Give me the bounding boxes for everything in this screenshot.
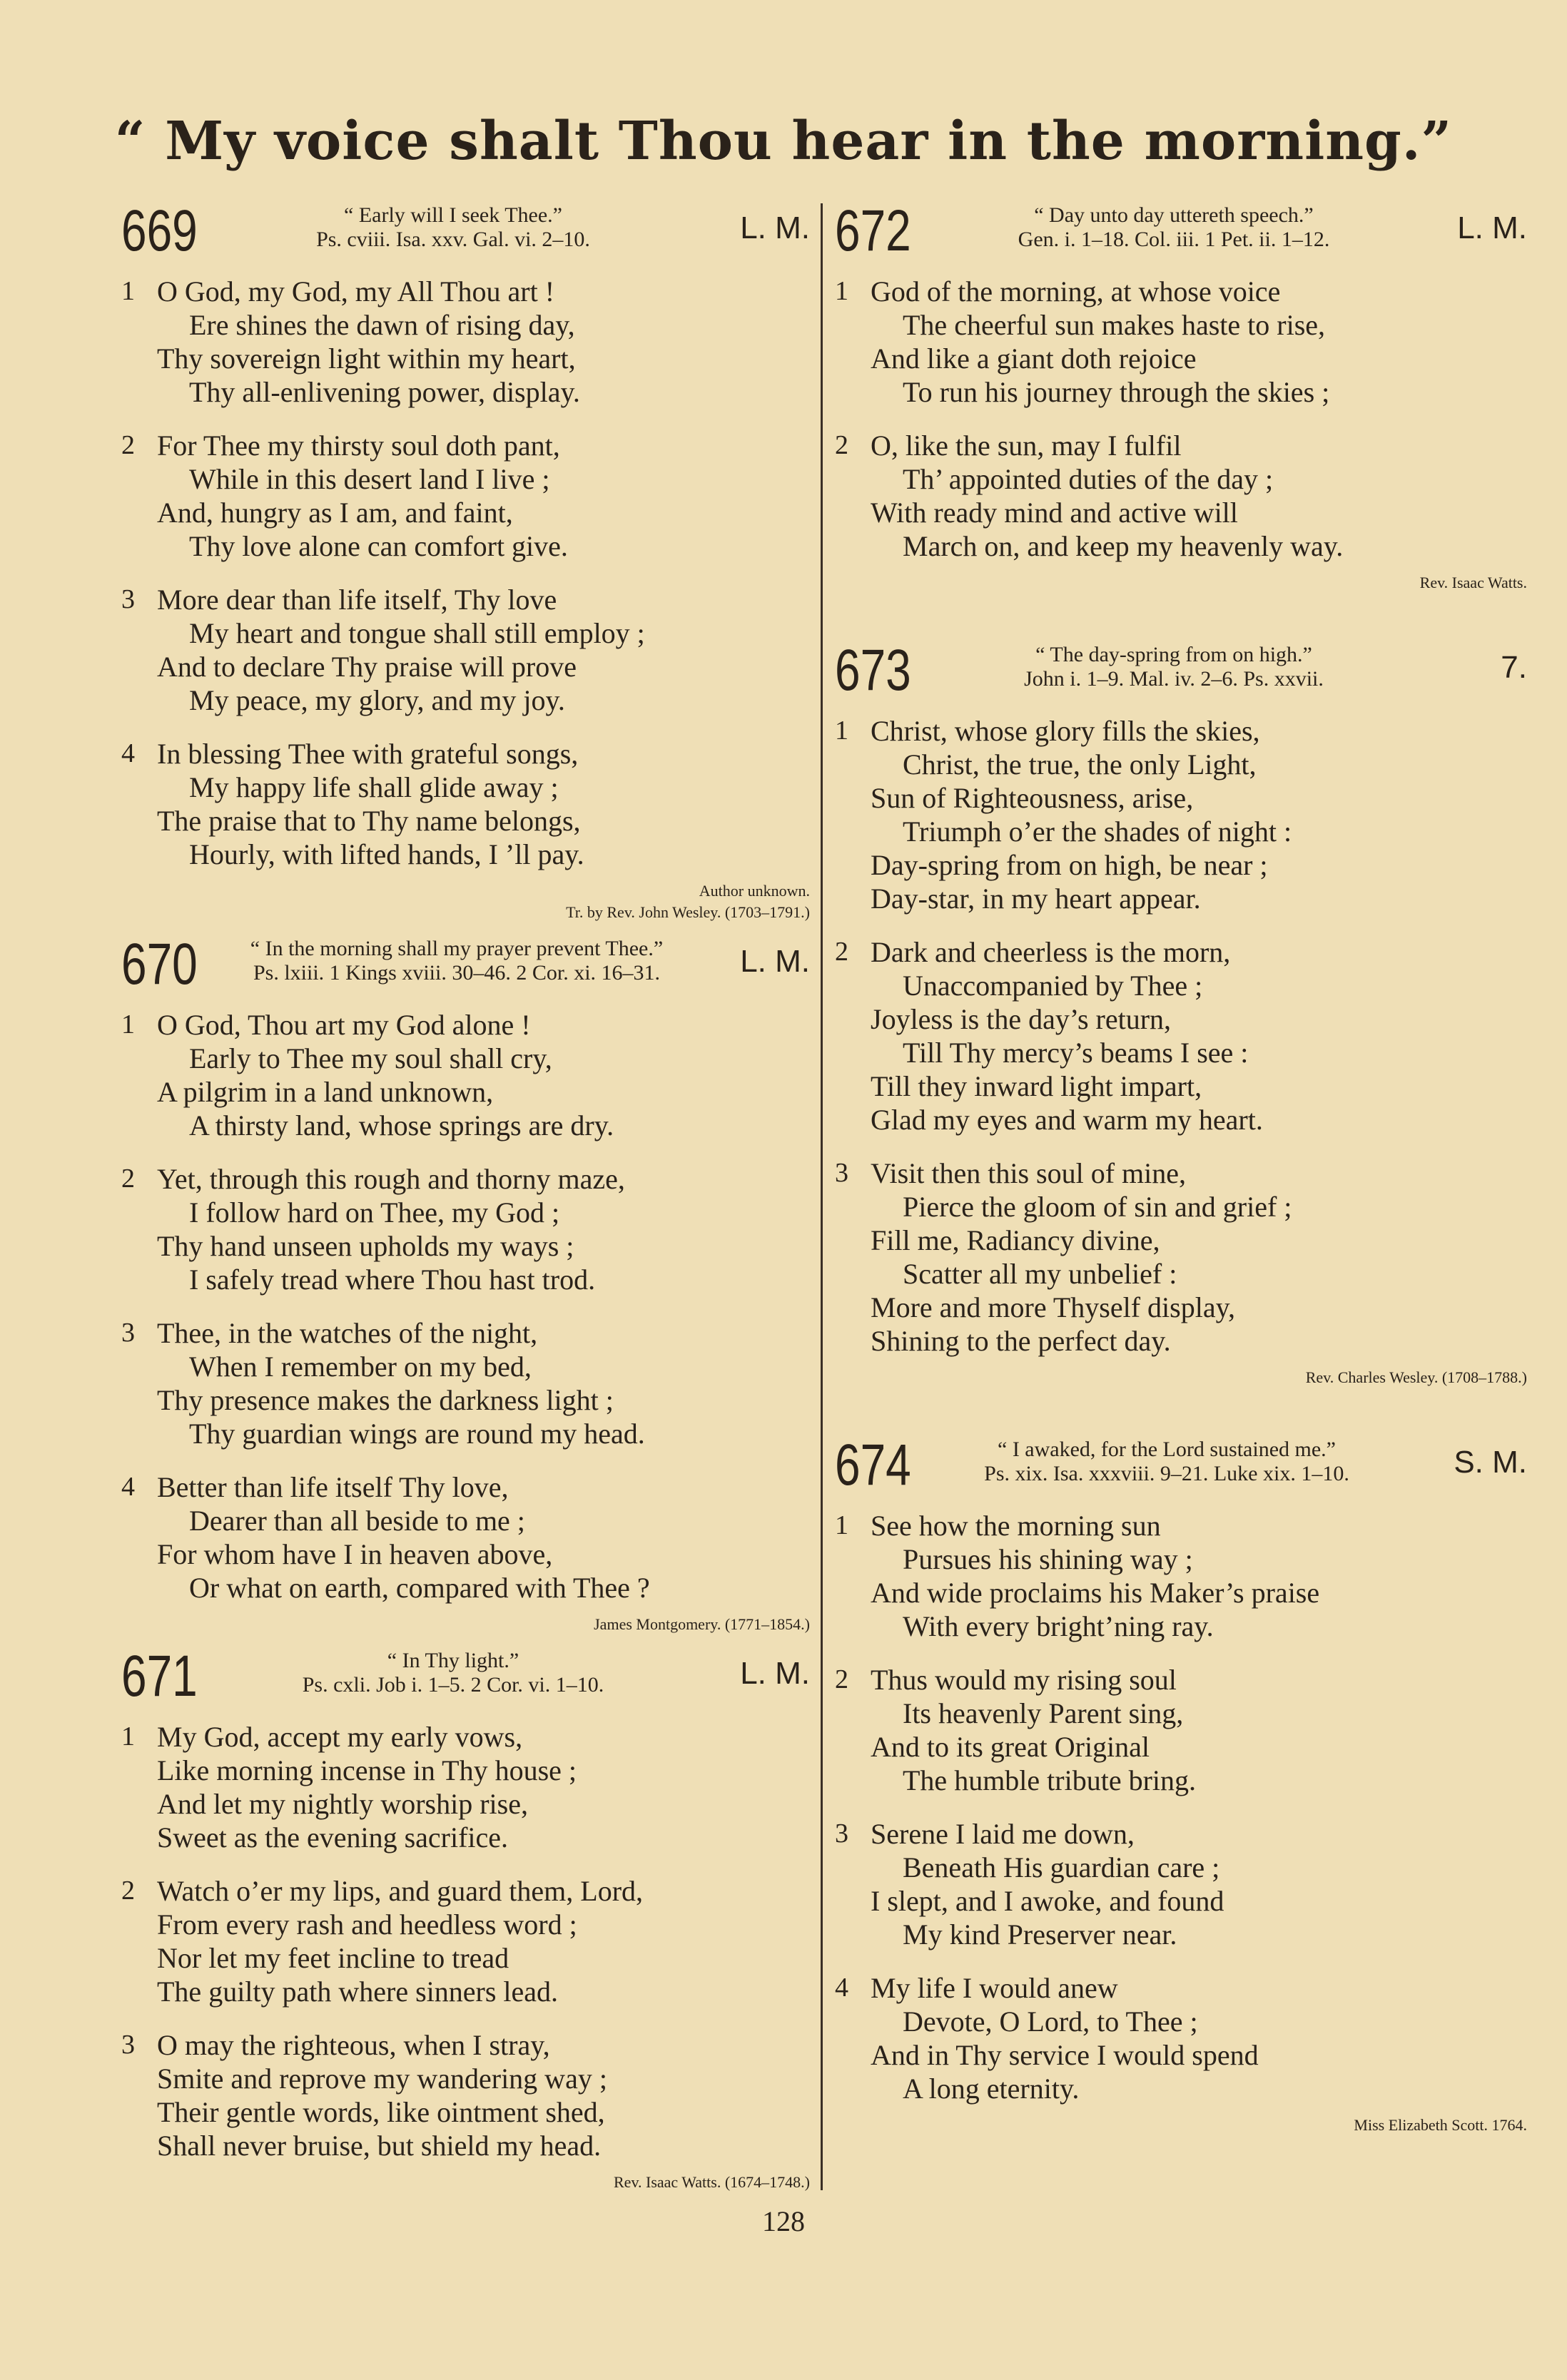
stanza: [118, 583, 810, 717]
hymn-refs: Ps. cxli. Job i. 1–5. 2 Cor. vi. 1–10.: [302, 1673, 604, 1697]
verse-line: More dear than life itself, Thy love: [157, 584, 557, 616]
verse-line: Thy hand unseen upholds my ways ;: [157, 1230, 574, 1262]
stanza-number: 2: [835, 937, 848, 967]
verse-line: Thy presence makes the darkness light ;: [157, 1384, 614, 1416]
stanza: [118, 1162, 810, 1296]
hymn-title: “ In the morning shall my prayer prevent Thee.”: [250, 937, 664, 960]
verse-line: Glad my eyes and warm my heart.: [871, 1104, 1263, 1136]
verse-line: Or what on earth, compared with Thee ?: [189, 1572, 650, 1604]
hymn-header: [831, 198, 1527, 268]
verse-line: Serene I laid me down,: [871, 1818, 1135, 1850]
stanzas: [118, 1008, 810, 1605]
verse-line: Th’ appointed duties of the day ;: [903, 463, 1274, 495]
verse-line: I safely tread where Thou hast trod.: [189, 1263, 596, 1296]
verse-line: And, hungry as I am, and faint,: [157, 497, 513, 529]
hymn-669: [118, 198, 810, 922]
verse-line: Their gentle words, like ointment shed,: [157, 2096, 605, 2128]
verse-line: In blessing Thee with grateful songs,: [157, 738, 579, 770]
hymn-number: 674: [835, 1433, 911, 1497]
verse-line: Day-spring from on high, be near ;: [871, 849, 1268, 881]
hymn-number: 673: [835, 638, 911, 703]
stanza: [118, 429, 810, 563]
verse-line: Thy love alone can comfort give.: [189, 530, 568, 562]
verse-line: A pilgrim in a land unknown,: [157, 1076, 494, 1108]
stanzas: [831, 1509, 1527, 2105]
verse-line: Watch o’er my lips, and guard them, Lord,: [157, 1875, 644, 1907]
verse-line: The humble tribute bring.: [903, 1764, 1197, 1796]
translator-credit: Tr. by Rev. John Wesley. (1703–1791.): [566, 903, 810, 921]
stanza-number: 4: [121, 1472, 135, 1502]
verse-line: My life I would anew: [871, 1972, 1118, 2004]
stanza-number: 4: [121, 738, 135, 768]
verse-line: Sweet as the evening sacrifice.: [157, 1821, 509, 1853]
stanzas: [831, 275, 1527, 563]
verse-line: O, like the sun, may I fulfil: [871, 429, 1182, 462]
verse-line: God of the morning, at whose voice: [871, 275, 1281, 307]
verse-line: Till they inward light impart,: [871, 1070, 1202, 1102]
verse-line: With ready mind and active will: [871, 497, 1238, 529]
verse-line: Shall never bruise, but shield my head.: [157, 2130, 602, 2162]
verse-line: While in this desert land I live ;: [189, 463, 550, 495]
verse-line: Thy guardian wings are round my head.: [189, 1418, 645, 1450]
hymn-meter: L. M.: [740, 944, 810, 979]
hymn-header: [118, 1644, 810, 1713]
verse-line: When I remember on my bed,: [189, 1351, 532, 1383]
stanza-number: 4: [835, 1973, 848, 2003]
verse-line: Nor let my feet incline to tread: [157, 1942, 509, 1974]
author-credit: Miss Elizabeth Scott. 1764.: [1354, 2116, 1527, 2134]
stanzas: [118, 1720, 810, 2162]
verse-line: Sun of Righteousness, arise,: [871, 782, 1194, 814]
verse-line: Triumph o’er the shades of night :: [903, 815, 1292, 848]
page-title: “ My voice shalt Thou hear in the morning.”: [114, 111, 1453, 172]
stanza: [831, 714, 1527, 915]
stanza: [118, 1316, 810, 1450]
stanza: [831, 935, 1527, 1136]
verse-line: And in Thy service I would spend: [871, 2039, 1259, 2071]
verse-line: O may the righteous, when I stray,: [157, 2029, 550, 2061]
hymn-meter: L. M.: [740, 210, 810, 245]
stanza: [831, 275, 1527, 409]
stanza: [831, 429, 1527, 563]
stanza-number: 2: [121, 430, 135, 460]
author-credit: Author unknown.: [699, 882, 810, 900]
verse-line: March on, and keep my heavenly way.: [903, 530, 1344, 562]
verse-line: Thy sovereign light within my heart,: [157, 342, 576, 375]
hymn-refs: Ps. xix. Isa. xxxviii. 9–21. Luke xix. 1–10.: [984, 1462, 1349, 1485]
stanza-number: 2: [835, 430, 848, 460]
verse-line: My peace, my glory, and my joy.: [189, 684, 565, 716]
verse-line: My kind Preserver near.: [903, 1918, 1177, 1951]
verse-line: A long eternity.: [903, 2073, 1080, 2105]
stanza-number: 1: [835, 716, 848, 746]
verse-line: And like a giant doth rejoice: [871, 342, 1197, 375]
verse-line: Better than life itself Thy love,: [157, 1471, 509, 1503]
verse-line: Christ, the true, the only Light,: [903, 748, 1257, 780]
stanza-number: 1: [835, 276, 848, 306]
verse-line: From every rash and heedless word ;: [157, 1908, 577, 1941]
spacer: [831, 1402, 1527, 1438]
hymn-670: [118, 932, 810, 1634]
verse-line: For Thee my thirsty soul doth pant,: [157, 429, 560, 462]
hymn-title: “ Early will I seek Thee.”: [344, 203, 562, 227]
hymn-673: [831, 638, 1527, 1388]
stanza-number: 1: [121, 1722, 135, 1751]
hymn-header: [831, 638, 1527, 707]
stanza-number: 2: [835, 1664, 848, 1694]
verse-line: Dearer than all beside to me ;: [189, 1505, 525, 1537]
verse-line: The praise that to Thy name belongs,: [157, 805, 581, 837]
stanza-number: 3: [835, 1819, 848, 1848]
stanza-number: 3: [835, 1158, 848, 1188]
hymn-header: [118, 198, 810, 268]
hymn-meter: 7.: [1501, 650, 1527, 685]
hymn-number: 672: [835, 198, 911, 263]
hymn-refs: John i. 1–9. Mal. iv. 2–6. Ps. xxvii.: [1024, 667, 1324, 691]
hymn-refs: Ps. lxiii. 1 Kings xviii. 30–46. 2 Cor. xi. 16–31.: [253, 961, 661, 985]
stanza: [831, 1156, 1527, 1358]
right-column: [831, 198, 1527, 2150]
hymn-meter: L. M.: [740, 1656, 810, 1691]
stanza: [118, 1470, 810, 1605]
verse-line: Christ, whose glory fills the skies,: [871, 715, 1260, 747]
verse-line: The guilty path where sinners lead.: [157, 1975, 559, 2008]
stanza: [118, 2028, 810, 2162]
stanza: [831, 1663, 1527, 1797]
verse-line: Ere shines the dawn of rising day,: [189, 309, 575, 341]
hymn-674: [831, 1433, 1527, 2135]
hymn-672: [831, 198, 1527, 593]
stanza-number: 3: [121, 1318, 135, 1348]
verse-line: Dark and cheerless is the morn,: [871, 936, 1231, 968]
stanza: [831, 1971, 1527, 2105]
stanza-number: 2: [121, 1876, 135, 1906]
hymn-header: [118, 932, 810, 1001]
left-column: [118, 198, 810, 2207]
verse-line: My God, accept my early vows,: [157, 1721, 523, 1753]
stanza: [831, 1817, 1527, 1951]
verse-line: Its heavenly Parent sing,: [903, 1697, 1184, 1729]
verse-line: My heart and tongue shall still employ ;: [189, 617, 645, 649]
hymn-meter: S. M.: [1454, 1445, 1527, 1480]
hymn-refs: Ps. cviii. Isa. xxv. Gal. vi. 2–10.: [316, 228, 590, 251]
verse-line: Hourly, with lifted hands, I ’ll pay.: [189, 838, 584, 870]
verse-line: Till Thy mercy’s beams I see :: [903, 1037, 1249, 1069]
verse-line: And let my nightly worship rise,: [157, 1788, 528, 1820]
verse-line: See how the morning sun: [871, 1510, 1161, 1542]
verse-line: Unaccompanied by Thee ;: [903, 970, 1203, 1002]
stanza-number: 3: [121, 2030, 135, 2060]
verse-line: Day-star, in my heart appear.: [871, 883, 1201, 915]
author-credit: Rev. Charles Wesley. (1708–1788.): [1305, 1368, 1527, 1386]
stanza: [118, 275, 810, 409]
stanza-number: 1: [121, 1010, 135, 1039]
stanza: [118, 1874, 810, 2008]
spacer: [831, 607, 1527, 643]
verse-line: More and more Thyself display,: [871, 1291, 1235, 1323]
hymn-title: “ I awaked, for the Lord sustained me.”: [998, 1438, 1336, 1461]
verse-line: Shining to the perfect day.: [871, 1325, 1171, 1357]
hymn-title: “ Day unto day uttereth speech.”: [1034, 203, 1314, 227]
hymn-title: “ In Thy light.”: [387, 1649, 519, 1672]
column-divider: [821, 203, 823, 2190]
hymn-header: [831, 1433, 1527, 1502]
stanzas: [118, 275, 810, 871]
author-credit: James Montgomery. (1771–1854.): [594, 1615, 810, 1633]
verse-line: Pierce the gloom of sin and grief ;: [903, 1191, 1292, 1223]
stanzas: [831, 714, 1527, 1358]
verse-line: Thy all-enlivening power, display.: [189, 376, 580, 408]
verse-line: I follow hard on Thee, my God ;: [189, 1196, 560, 1229]
verse-line: Smite and reprove my wandering way ;: [157, 2063, 607, 2095]
verse-line: Thee, in the watches of the night,: [157, 1317, 538, 1349]
author-credit: Rev. Isaac Watts. (1674–1748.): [614, 2173, 810, 2191]
verse-line: Thus would my rising soul: [871, 1664, 1177, 1696]
verse-line: And to declare Thy praise will prove: [157, 651, 577, 683]
hymn-meter: L. M.: [1457, 210, 1527, 245]
verse-line: Pursues his shining way ;: [903, 1543, 1193, 1575]
stanza: [118, 737, 810, 871]
verse-line: And wide proclaims his Maker’s praise: [871, 1577, 1320, 1609]
verse-line: Like morning incense in Thy house ;: [157, 1754, 577, 1786]
verse-line: My happy life shall glide away ;: [189, 771, 559, 803]
verse-line: A thirsty land, whose springs are dry.: [189, 1109, 614, 1141]
verse-line: Visit then this soul of mine,: [871, 1157, 1187, 1189]
stanza-number: 2: [121, 1164, 135, 1194]
stanza: [118, 1720, 810, 1854]
verse-line: And to its great Original: [871, 1731, 1150, 1763]
verse-line: Scatter all my unbelief :: [903, 1258, 1177, 1290]
verse-line: O God, my God, my All Thou art !: [157, 275, 555, 307]
verse-line: Devote, O Lord, to Thee ;: [903, 2005, 1198, 2038]
verse-line: O God, Thou art my God alone !: [157, 1009, 531, 1041]
verse-line: The cheerful sun makes haste to rise,: [903, 309, 1326, 341]
verse-line: For whom have I in heaven above,: [157, 1538, 553, 1570]
stanza: [118, 1008, 810, 1142]
verse-line: Early to Thee my soul shall cry,: [189, 1042, 552, 1074]
hymn-number: 671: [121, 1644, 198, 1709]
hymn-refs: Gen. i. 1–18. Col. iii. 1 Pet. ii. 1–12.: [1018, 228, 1330, 251]
verse-line: I slept, and I awoke, and found: [871, 1885, 1224, 1917]
author-credit: Rev. Isaac Watts.: [1419, 574, 1527, 591]
page-number: 128: [762, 2205, 805, 2237]
verse-line: Joyless is the day’s return,: [871, 1003, 1172, 1035]
stanza-number: 1: [121, 276, 135, 306]
stanza-number: 3: [121, 584, 135, 614]
hymn-number: 669: [121, 198, 198, 263]
hymn-title: “ The day-spring from on high.”: [1035, 643, 1312, 666]
verse-line: With every bright’ning ray.: [903, 1610, 1214, 1642]
stanza-number: 1: [835, 1510, 848, 1540]
hymn-number: 670: [121, 932, 198, 997]
verse-line: Beneath His guardian care ;: [903, 1851, 1220, 1883]
stanza: [831, 1509, 1527, 1643]
verse-line: To run his journey through the skies ;: [903, 376, 1330, 408]
verse-line: Fill me, Radiancy divine,: [871, 1224, 1160, 1256]
hymn-671: [118, 1644, 810, 2192]
verse-line: Yet, through this rough and thorny maze,: [157, 1163, 625, 1195]
